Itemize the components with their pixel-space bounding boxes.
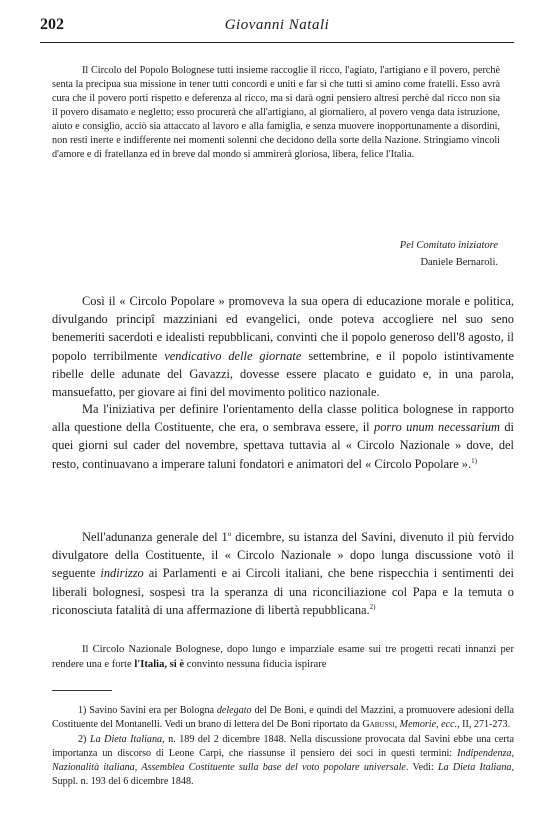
address-text-a: Il Circolo Nazionale Bolognese, dopo lungo e imparziale esame sui tre progetti recati innanzi per rendere una e forte (52, 644, 514, 670)
header-rule (40, 42, 514, 43)
p1-italic: vendicativo delle giornate (164, 348, 302, 363)
footnote-rule (52, 690, 112, 691)
address-text-b: convinto nessuna fiducia ispirare (184, 659, 327, 670)
footnote-1-text-d: , II, 271-273. (457, 719, 511, 731)
body-paragraph-3 (52, 528, 514, 619)
footnote-ref-2: 2) (369, 602, 376, 611)
p1-text-a: Così il « Circolo Popolare » promoveva la sua opera di educazione morale e politica, divulgando principî mazziniani ed evangelici, onde poteva accogliere nel suo seno benemeriti sacerdoti e idealisti repubblicani, convinti che il popolo generoso dell'8 agosto, il popolo terribilmente (52, 294, 514, 363)
p3-italic: indirizzo (100, 566, 144, 581)
footnote-2-mark: 2) (78, 733, 87, 745)
footnote-2-text-b: . Vedi: (405, 762, 438, 774)
p2-text-a: Ma l'iniziativa per definire l'orientamento della classe politica bolognese in rapporto alla questione della Costituente, che era, o sembrava essere, il (52, 402, 514, 435)
body-paragraph-2 (52, 400, 514, 473)
footnote-2-italic-a: La Dieta Italiana (86, 733, 163, 745)
running-title: Giovanni Natali (224, 17, 330, 33)
quoted-address-start (52, 642, 514, 672)
footnote-2 (52, 733, 514, 790)
ordinal-sup: o (227, 529, 232, 538)
p1-text-b: settembrine, e il popolo istintivamente ribelle delle adunate del Gavazzi, dovesse essere placato e guidato e, in una parola, mansuefatto, per giovare ai fini del movimento politico nazionale. (52, 348, 514, 400)
footnote-1 (52, 704, 514, 733)
page-header (40, 16, 514, 42)
body-paragraph-1 (52, 292, 514, 401)
footnote-1-italic-a: delegato (216, 705, 252, 716)
quoted-proclamation (52, 64, 500, 162)
footnote-2-text-c: , Suppl. n. 193 del 6 dicembre 1848. (52, 762, 514, 788)
signature-name: Daniele Bernaroli. (420, 257, 498, 268)
footnote-2-text-a: , n. 189 del 2 dicembre 1848. Nella discussione provocata dal Savini ebbe una certa importanza un discorso di Leone Carpi, che riassunse il pensiero dei soci in questi termini: (52, 733, 514, 759)
footnotes (52, 704, 514, 790)
page-number: 202 (40, 16, 64, 33)
footnote-2-italic-c: La Dieta Italiana (437, 762, 512, 774)
footnote-1-mark: 1) (78, 705, 87, 716)
footnote-ref-1: 1) (471, 456, 477, 465)
p2-italic: porro unum necessarium (374, 420, 500, 435)
signature-committee: Pel Comitato iniziatore (399, 240, 498, 251)
footnote-1-text-c: , (394, 719, 400, 731)
p3-text-c: ai Parlamenti e ai Circoli italiani, che bene rispecchia i sentimenti dei liberali bolognesi, sospesi tra la speranza di una riconciliazione col Papa e la temuta o riconosciuta fatalità di una affermazione di libertà repubblicana. (52, 566, 514, 617)
footnote-1-author: Gabussi (362, 719, 395, 731)
footnote-2-italic-b: Indipendenza, Nazionalità italiana, Assemblea Costituente sulla base del voto popolare universale (52, 747, 514, 774)
p3-text-b: dicembre, su istanza del Savini, divenuto il più fervido divulgatore della Costituente, il « Circolo Nazionale » dopo lunga discussione votò il seguente (52, 530, 514, 581)
footnote-1-text-b: del De Boni, e quindi del Mazzini, a promuovere adesioni della Costituente del Montanelli. Vedi un brano di lettera del De Boni riportato da (52, 705, 515, 731)
quote-paragraph: Il Circolo del Popolo Bolognese tutti insieme raccoglie il ricco, l'agiato, l'artigiano e il povero, perchè senta la precipua sua missione in tener tutti concordi e uniti e far sì che tutti si amino come fratelli. Esso avrà cura che il povero porti rispetto e deferenza al ricco, ma si darà ogni pensiero altresì perchè dal ricco non sia il povero disamato e negletto; esso procurerà che all'artigiano, al giornaliero, al povero venga data istruzione, aiuto e consiglio, acciò sia attaccato al lavoro e alla famiglia, e senza muovere inopportunamente a disordini, non resti inerte e indifferente nei momenti solenni che decidono della sorte della Nazione. Stringiamo vincoli d'amore e di fratellanza ed in breve dal mondo si ammirerà gloriosa, libera, felice l'Italia. (52, 65, 500, 160)
footnote-1-text-a: Savino Savini era per Bologna (86, 705, 217, 716)
address-bold: l'Italia, si è (134, 659, 185, 670)
p2-text-b: di quei giorni sul cader del novembre, spettava tuttavia al « Circolo Nazionale » dove, del resto, continuavano a imperare taluni fondatori e animatori del « Circolo Popolare ». (52, 420, 514, 471)
p3-text-a: Nell'adunanza generale del 1 (82, 530, 228, 544)
footnote-1-italic-b: Memorie, ecc. (399, 719, 458, 731)
